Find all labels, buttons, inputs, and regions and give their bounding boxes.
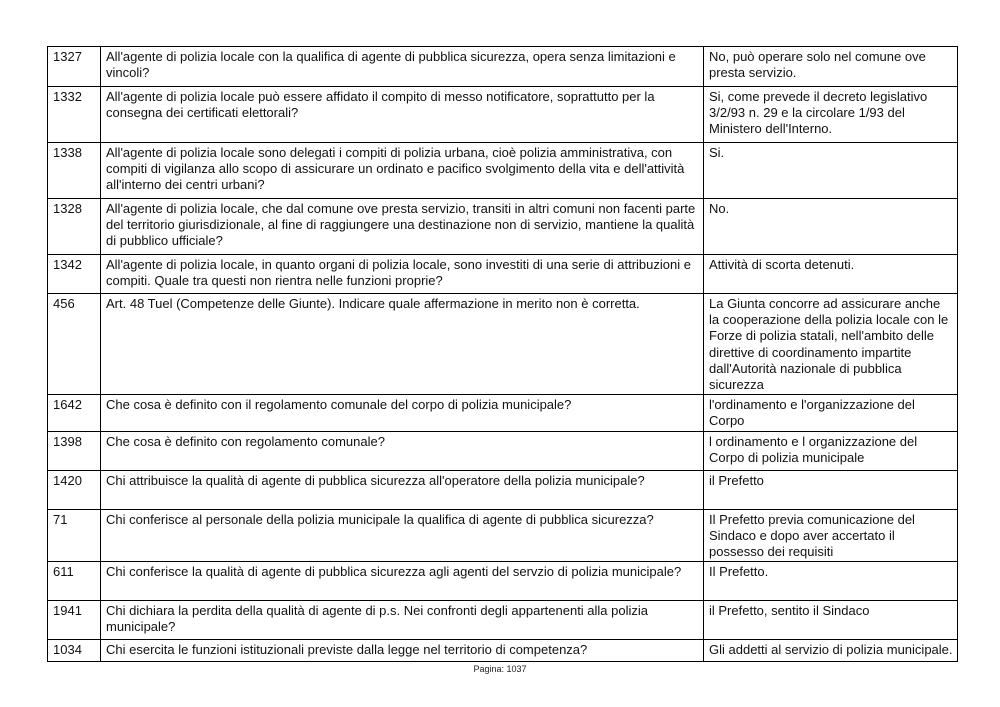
row-question: All'agente di polizia locale con la qualifica di agente di pubblica sicurezza, opera senza limitazioni e vincoli? <box>101 47 704 87</box>
table-row <box>48 431 958 470</box>
row-question: Chi attribuisce la qualità di agente di pubblica sicurezza all'operatore della polizia municipale? <box>101 470 704 509</box>
row-question: All'agente di polizia locale, in quanto organi di polizia locale, sono investiti di una serie di attribuzioni e compiti. Quale tra questi non rientra nelle funzioni proprie? <box>101 255 704 294</box>
page-number: Pagina: 1037 <box>473 664 527 674</box>
row-number: 1941 <box>48 601 101 640</box>
row-answer: l'ordinamento e l'organizzazione del Corpo <box>704 395 958 431</box>
table-row <box>48 395 958 431</box>
row-number: 611 <box>48 562 101 601</box>
row-answer: Gli addetti al servizio di polizia municipale. <box>704 640 958 662</box>
row-answer: Si. <box>704 143 958 199</box>
row-answer: Si, come prevede il decreto legislativo 3/2/93 n. 29 e la circolare 1/93 del Ministero dell'Interno. <box>704 87 958 143</box>
row-answer: il Prefetto <box>704 470 958 509</box>
row-question: Chi dichiara la perdita della qualità di agente di p.s. Nei confronti degli appartenenti alla polizia municipale? <box>101 601 704 640</box>
row-number: 71 <box>48 509 101 562</box>
table-row <box>48 87 958 143</box>
row-number: 1327 <box>48 47 101 87</box>
row-question: Chi esercita le funzioni istituzionali previste dalla legge nel territorio di competenza? <box>101 640 704 662</box>
table-row <box>48 640 958 662</box>
row-number: 1034 <box>48 640 101 662</box>
row-answer: il Prefetto, sentito il Sindaco <box>704 601 958 640</box>
table-row <box>48 294 958 395</box>
row-answer: Attività di scorta detenuti. <box>704 255 958 294</box>
row-question: All'agente di polizia locale sono delegati i compiti di polizia urbana, cioè polizia amministrativa, con compiti di vigilanza allo scopo di assicurare un ordinato e pacifico svolgimento della vita e dell'attività all'interno dei centri urbani? <box>101 143 704 199</box>
row-answer: No, può operare solo nel comune ove presta servizio. <box>704 47 958 87</box>
row-question: Che cosa è definito con il regolamento comunale del corpo di polizia municipale? <box>101 395 704 431</box>
table-row <box>48 562 958 601</box>
qa-table <box>47 46 958 662</box>
row-question: Chi conferisce al personale della polizia municipale la qualifica di agente di pubblica sicurezza? <box>101 509 704 562</box>
qa-table-body <box>48 47 958 662</box>
row-number: 1332 <box>48 87 101 143</box>
row-number: 1338 <box>48 143 101 199</box>
page-footer <box>0 664 1000 674</box>
row-number: 1398 <box>48 431 101 470</box>
row-number: 1642 <box>48 395 101 431</box>
row-answer: Il Prefetto previa comunicazione del Sindaco e dopo aver accertato il possesso dei requisiti <box>704 509 958 562</box>
row-number: 1420 <box>48 470 101 509</box>
table-row <box>48 509 958 562</box>
row-answer: La Giunta concorre ad assicurare anche la cooperazione della polizia locale con le Forze di polizia statali, nell'ambito delle direttive di coordinamento impartite dall'Autorità nazionale di pubblica sicurezza <box>704 294 958 395</box>
table-row <box>48 470 958 509</box>
row-question: Chi conferisce la qualità di agente di pubblica sicurezza agli agenti del servzio di polizia municipale? <box>101 562 704 601</box>
row-number: 1342 <box>48 255 101 294</box>
table-row <box>48 199 958 255</box>
table-row <box>48 255 958 294</box>
row-question: Che cosa è definito con regolamento comunale? <box>101 431 704 470</box>
row-answer: No. <box>704 199 958 255</box>
row-answer: Il Prefetto. <box>704 562 958 601</box>
row-number: 1328 <box>48 199 101 255</box>
row-answer: l ordinamento e l organizzazione del Corpo di polizia municipale <box>704 431 958 470</box>
row-question: Art. 48 Tuel (Competenze delle Giunte). Indicare quale affermazione in merito non è corretta. <box>101 294 704 395</box>
table-row <box>48 47 958 87</box>
table-row <box>48 143 958 199</box>
row-question: All'agente di polizia locale, che dal comune ove presta servizio, transiti in altri comuni non facenti parte del territorio giurisdizionale, al fine di raggiungere una destinazione non di servizio, mantiene la qualità di pubblico ufficiale? <box>101 199 704 255</box>
table-row <box>48 601 958 640</box>
row-number: 456 <box>48 294 101 395</box>
row-question: All'agente di polizia locale può essere affidato il compito di messo notificatore, soprattutto per la consegna dei certificati elettorali? <box>101 87 704 143</box>
